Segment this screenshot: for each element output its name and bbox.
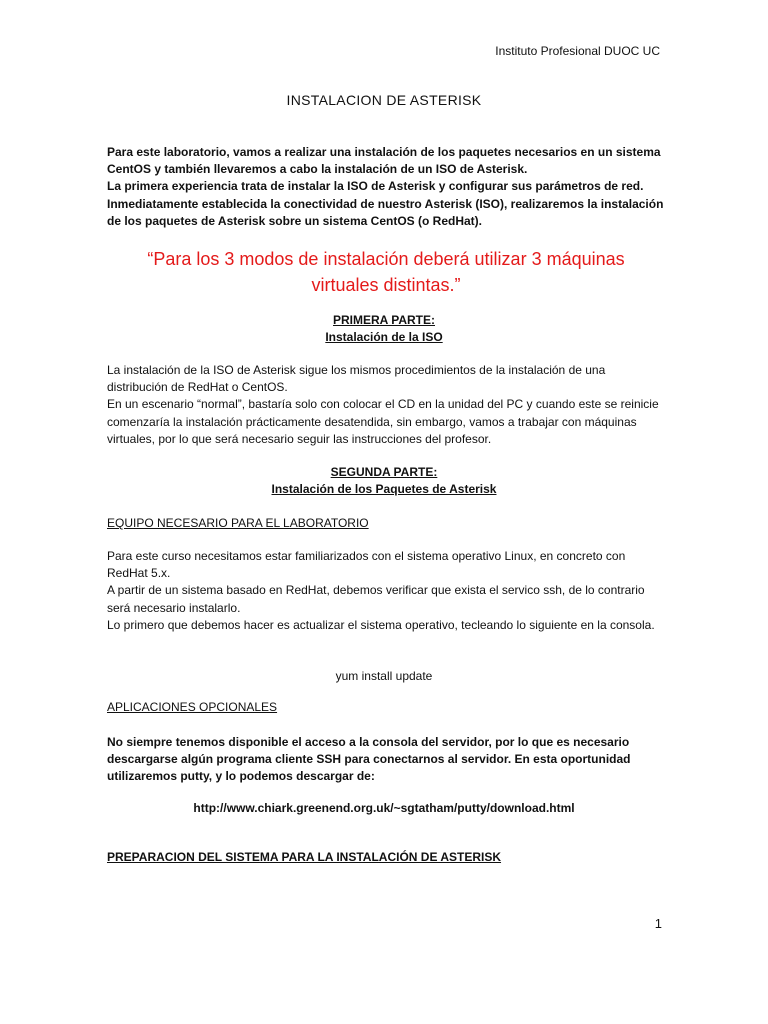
part1-paragraph-1: La instalación de la ISO de Asterisk sigue los mismos procedimientos de la instalación de una distribución de RedHat o CentOS. [107, 363, 606, 395]
part1-subheading: Instalación de la ISO [325, 330, 443, 345]
part2-subheading: Instalación de los Paquetes de Asterisk [271, 482, 497, 497]
highlight-quote [107, 246, 665, 298]
page-number: 1 [654, 916, 662, 931]
part2-heading: SEGUNDA PARTE: [330, 465, 438, 479]
part2-header [0, 464, 768, 498]
preparacion-heading: PREPARACION DEL SISTEMA PARA LA INSTALACIÓN DE ASTERISK [107, 850, 502, 864]
opcionales-heading: APLICACIONES OPCIONALES [107, 700, 278, 714]
quote-line-1: “Para los 3 modos de instalación deberá utilizar 3 máquinas [147, 249, 625, 269]
equipo-paragraph-2: A partir de un sistema basado en RedHat, debemos verificar que exista el servico ssh, de lo contrario será necesario instalarlo. [107, 583, 645, 615]
document-title: INSTALACION DE ASTERISK [286, 92, 482, 108]
equipo-heading: EQUIPO NECESARIO PARA EL LABORATORIO [107, 516, 369, 530]
command-line: yum install update [335, 669, 433, 683]
part1-header [0, 312, 768, 346]
putty-download-url[interactable]: http://www.chiark.greenend.org.uk/~sgtatham/putty/download.html [193, 801, 575, 815]
part1-paragraph-2: En un escenario “normal”, bastaría solo con colocar el CD en la unidad del PC y cuando este se reinicie comenzaría la instalación prácticamente desatendida, sin embargo, vamos a trabajar con máquinas virtuales, por lo que será necesario seguir las instrucciones del profesor. [107, 397, 659, 446]
intro-line-1: Para este laboratorio, vamos a realizar una instalación de los paquetes necesarios en un sistema CentOS y también llevaremos a cabo la instalación de un ISO de Asterisk. [107, 145, 661, 177]
equipo-paragraph-3: Lo primero que debemos hacer es actualizar el sistema operativo, tecleando lo siguiente en la consola. [107, 617, 655, 632]
equipo-paragraph-1: Para este curso necesitamos estar familiarizados con el sistema operativo Linux, en concreto con RedHat 5.x. [107, 549, 626, 581]
part1-body [107, 362, 665, 448]
intro-paragraph [107, 144, 665, 230]
part1-heading: PRIMERA PARTE: [333, 313, 435, 327]
equipo-body [107, 548, 665, 634]
intro-line-3: Inmediatamente establecida la conectividad de nuestro Asterisk (ISO), realizaremos la instalación de los paquetes de Asterisk sobre un sistema CentOS (o RedHat). [107, 196, 664, 228]
opcionales-body [107, 734, 665, 786]
opcionales-paragraph-1: No siempre tenemos disponible el acceso a la consola del servidor, por lo que es necesario descargarse algún programa cliente SSH para conectarnos al servidor. En esta oportunidad utilizaremos putty, y lo podemos descargar de: [107, 735, 631, 784]
quote-line-2: virtuales distintas.” [311, 275, 461, 295]
header-institution: Instituto Profesional DUOC UC [495, 44, 660, 58]
intro-line-2: La primera experiencia trata de instalar la ISO de Asterisk y configurar sus parámetros de red. [107, 179, 644, 194]
